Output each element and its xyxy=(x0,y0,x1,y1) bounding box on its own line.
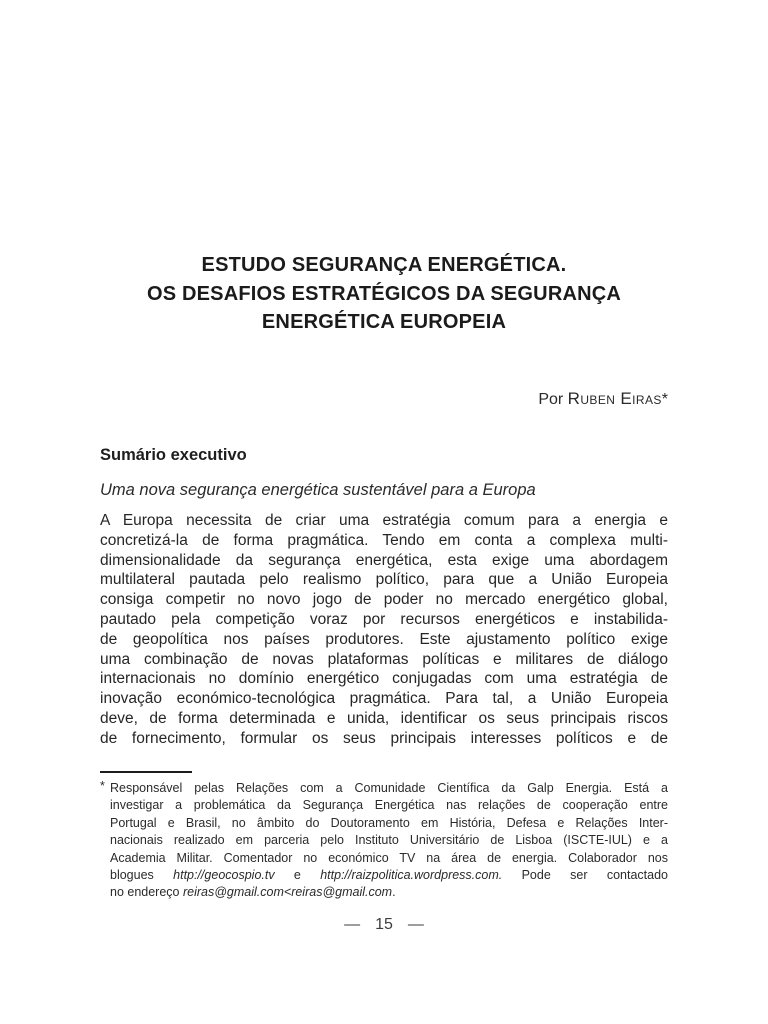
body-line: A Europa necessita de criar uma estratégia comum para a energia e xyxy=(100,512,668,529)
title-line: ESTUDO SEGURANÇA ENERGÉTICA. xyxy=(201,254,567,276)
footnote-text-segment: Portugal e Brasil, no âmbito do Doutoramento em História, Defesa e Relações Inter- xyxy=(110,815,668,830)
footnote-text-segment: blogues xyxy=(110,868,174,883)
footnote-line xyxy=(110,867,668,884)
footnote-text xyxy=(110,780,668,902)
body-line: dimensionalidade da segurança energética, esta exige uma abordagem xyxy=(100,551,668,569)
footnote-text-segment: investigar a problemática da Segurança Energética nas relações de cooperação entre xyxy=(110,798,668,813)
page-number-value: 15 xyxy=(375,916,393,933)
body-line: de geopolítica nos países produtores. Este ajustamento político exige xyxy=(100,630,668,648)
body-line: pautado pela competição voraz por recursos energéticos e instabilida- xyxy=(100,610,668,628)
body-line: multilateral pautada pelo realismo político, para que a União Europeia xyxy=(100,571,668,589)
footnote-text-segment: . xyxy=(392,885,396,900)
body-line: consiga competir no novo jogo de poder no mercado energético global, xyxy=(100,591,668,609)
page-number-dash: — xyxy=(344,916,361,933)
body-line: internacionais no domínio energético conjugadas com uma estratégia de xyxy=(100,670,668,688)
byline-prefix: Por xyxy=(538,391,564,408)
document-title xyxy=(100,251,668,337)
footnote-line xyxy=(110,815,668,832)
page-number xyxy=(0,916,768,934)
footnote-text-segment: Academia Militar. Comentador no económico TV na área de energia. Colaborador nos xyxy=(110,850,668,865)
title-line: ENERGÉTICA EUROPEIA xyxy=(261,311,507,333)
author-name: Ruben Eiras xyxy=(567,389,662,408)
body-line: uma combinação de novas plataformas políticas e militares de diálogo xyxy=(100,650,668,668)
blog-url: http://geocospio.tv xyxy=(173,868,275,883)
body-line: de fornecimento, formular os seus principais interesses políticos e de xyxy=(100,729,668,747)
title-line: OS DESAFIOS ESTRATÉGICOS DA SEGURANÇA xyxy=(146,282,622,305)
footnote-text-segment: e xyxy=(274,868,321,883)
body-line: concretizá-la de forma pragmática. Tendo em conta a complexa multi- xyxy=(100,531,668,549)
footnote-line xyxy=(110,832,668,849)
footnote-marker: * xyxy=(100,779,105,793)
footnote xyxy=(100,780,668,902)
body-paragraph xyxy=(100,511,668,749)
byline xyxy=(100,389,668,409)
footnote-line xyxy=(110,884,668,901)
byline-footnote-marker: * xyxy=(661,391,668,408)
footnote-line xyxy=(110,797,668,814)
footnote-text-segment: Pode ser contactado xyxy=(502,868,668,883)
contact-email: reiras@gmail.com<reiras@gmail.com xyxy=(182,885,393,900)
footnote-line xyxy=(110,850,668,867)
executive-summary-heading: Sumário executivo xyxy=(100,446,247,464)
body-line: inovação económico-tecnológica pragmática. Para tal, a União Europeia xyxy=(100,690,668,708)
footnote-line xyxy=(110,780,668,797)
body-line: deve, de forma determinada e unida, identificar os seus principais riscos xyxy=(100,709,668,727)
footnote-separator xyxy=(100,771,192,773)
page-number-dash: — xyxy=(407,916,424,933)
footnote-text-segment: nacionais realizado em parceria pelo Instituto Universitário de Lisboa (ISCTE-IUL) e a xyxy=(110,833,668,848)
blog-url: http://raizpolitica.wordpress.com. xyxy=(320,868,503,883)
footnote-text-segment: Responsável pelas Relações com a Comunidade Científica da Galp Energia. Está a xyxy=(110,781,668,795)
executive-summary-subtitle: Uma nova segurança energética sustentável para a Europa xyxy=(100,481,536,499)
footnote-text-segment: no endereço xyxy=(110,885,183,900)
